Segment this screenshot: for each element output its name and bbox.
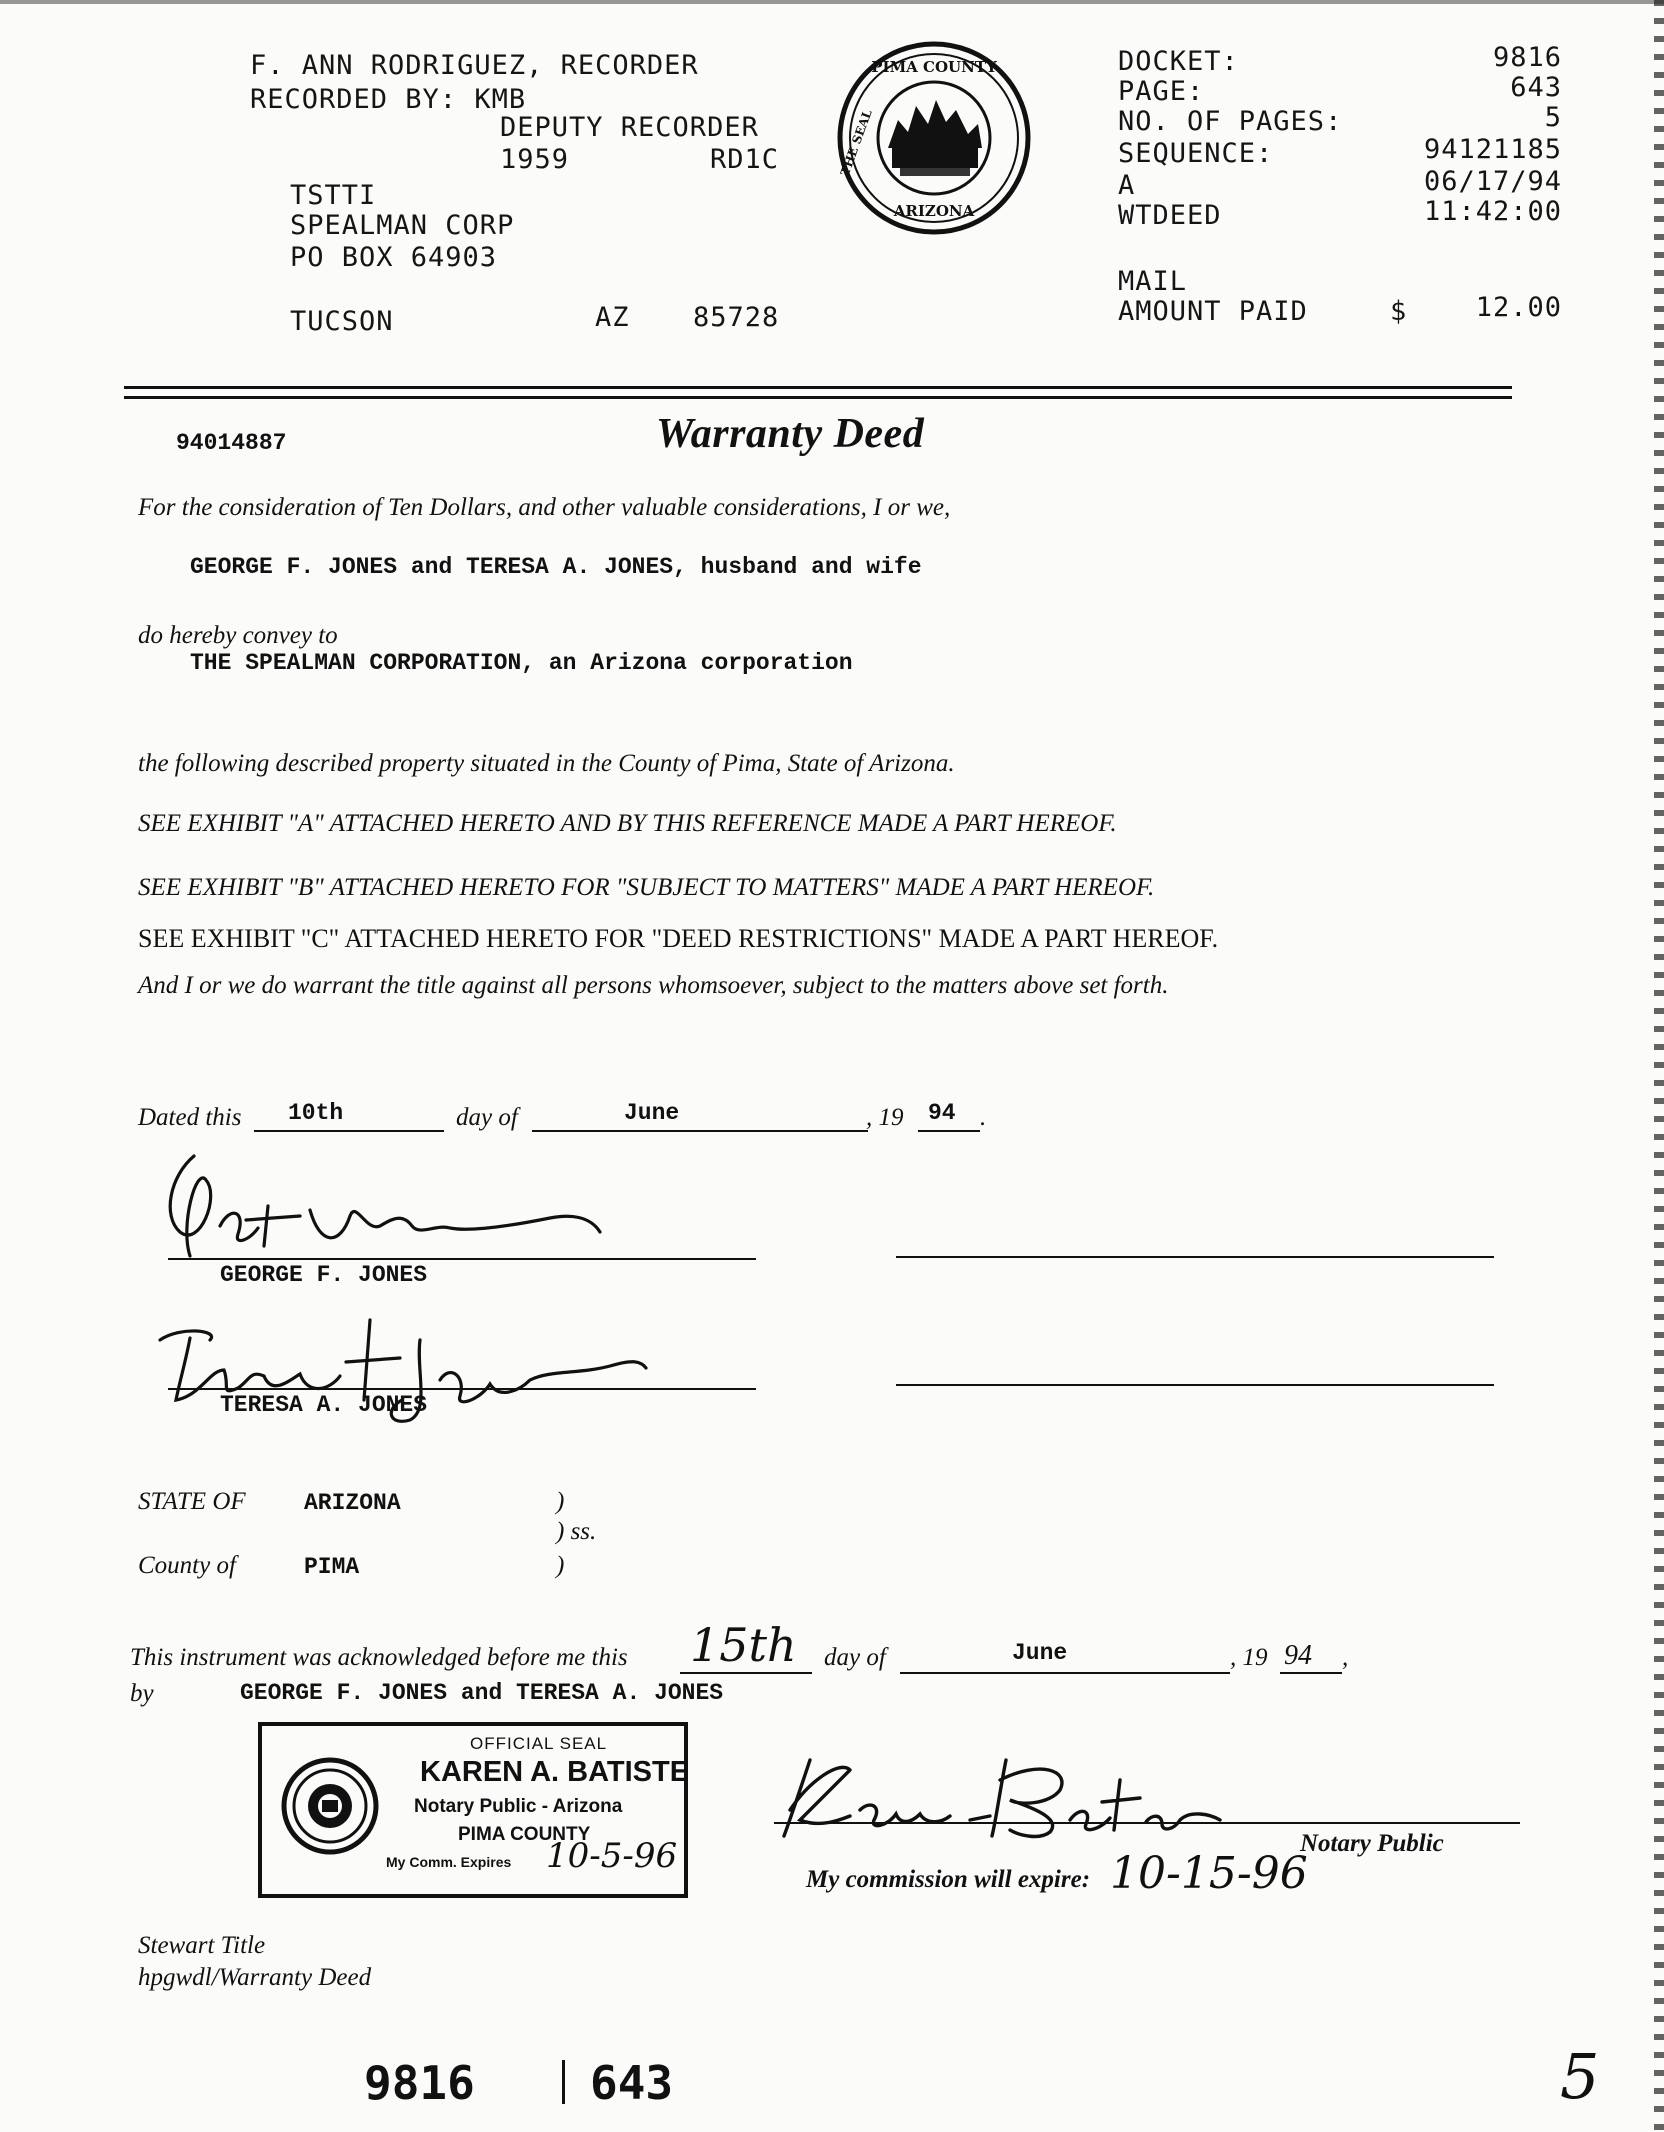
signer-name-1: GEORGE F. JONES bbox=[220, 1262, 428, 1288]
notary-label: Notary Public bbox=[1300, 1830, 1444, 1857]
exhibit-b: SEE EXHIBIT "B" ATTACHED HERETO FOR "SUBJECT TO MATTERS" MADE A PART HEREOF. bbox=[138, 874, 1155, 901]
sequence-label: SEQUENCE: bbox=[1118, 138, 1274, 169]
ack-year: 94 bbox=[1284, 1640, 1312, 1671]
address-state: AZ bbox=[595, 302, 630, 333]
stamp-expires-date: 10-5-96 bbox=[546, 1836, 678, 1876]
footer-separator bbox=[562, 2060, 565, 2104]
signature-line-2 bbox=[896, 1256, 1494, 1258]
grantee: THE SPEALMAN CORPORATION, an Arizona corporation bbox=[190, 650, 853, 676]
dated-month: June bbox=[624, 1100, 680, 1126]
stamp-county: PIMA COUNTY bbox=[458, 1824, 591, 1845]
pima-county-seal bbox=[836, 40, 1032, 236]
stamp-notary-name: KAREN A. BATISTE bbox=[420, 1756, 690, 1788]
amount-currency: $ bbox=[1390, 296, 1408, 327]
recorder-name: F. ANN RODRIGUEZ, RECORDER bbox=[250, 50, 699, 81]
dated-end: . bbox=[980, 1104, 987, 1131]
footer-docket: 9816 bbox=[364, 2056, 475, 2110]
docket-label: DOCKET: bbox=[1118, 46, 1239, 77]
amount-label: AMOUNT PAID bbox=[1118, 296, 1308, 327]
footer-company: Stewart Title bbox=[138, 1932, 266, 1959]
footer-page: 643 bbox=[590, 2056, 674, 2110]
header-rule-bottom bbox=[124, 396, 1512, 399]
amount-value: 12.00 bbox=[1475, 292, 1562, 323]
svg-text:PIMA COUNTY: PIMA COUNTY bbox=[871, 58, 997, 76]
scan-edge-top bbox=[0, 0, 1664, 4]
a-label: A bbox=[1118, 170, 1136, 201]
venue-paren-2: ) bbox=[556, 1552, 565, 1579]
dated-day-line bbox=[254, 1130, 444, 1132]
svg-text:THE SEAL: THE SEAL bbox=[837, 107, 875, 178]
dated-year: 94 bbox=[928, 1100, 956, 1126]
dated-year-prefix: , 19 bbox=[866, 1104, 904, 1131]
grantors: GEORGE F. JONES and TERESA A. JONES, husband and wife bbox=[190, 554, 922, 580]
ack-year-line bbox=[1280, 1672, 1342, 1674]
exhibit-c: SEE EXHIBIT "C" ATTACHED HERETO FOR "DEED RESTRICTIONS" MADE A PART HEREOF. bbox=[138, 924, 1219, 953]
sequence-value: 94121185 bbox=[1423, 134, 1562, 165]
address-line2: SPEALMAN CORP bbox=[290, 210, 515, 241]
address-zip: 85728 bbox=[693, 302, 780, 333]
deed-number: 94014887 bbox=[176, 430, 287, 456]
stamp-official-seal: OFFICIAL SEAL bbox=[470, 1734, 608, 1753]
notary-signature-line bbox=[774, 1822, 1520, 1824]
warrant-text: And I or we do warrant the title against all persons whomsoever, subject to the matters above set forth. bbox=[138, 972, 1169, 999]
recorded-by: RECORDED BY: KMB bbox=[250, 84, 527, 115]
ack-end: , bbox=[1342, 1644, 1349, 1671]
ack-month-line bbox=[900, 1672, 1230, 1674]
notary-stamp bbox=[258, 1722, 688, 1898]
venue-state-label: STATE OF bbox=[138, 1488, 246, 1515]
stamp-notary-title: Notary Public - Arizona bbox=[414, 1796, 623, 1817]
commission-label: My commission will expire: bbox=[806, 1866, 1091, 1893]
commission-date: 10-15-96 bbox=[1110, 1848, 1308, 1899]
deputy-recorder: DEPUTY RECORDER bbox=[500, 112, 759, 143]
address-line1: TSTTI bbox=[290, 180, 377, 211]
page-value: 643 bbox=[1510, 72, 1562, 103]
footer-file: hpgwdl/Warranty Deed bbox=[138, 1964, 372, 1991]
property-text: the following described property situated in the County of Pima, State of Arizona. bbox=[138, 750, 955, 777]
page-mark: 5 bbox=[1560, 2040, 1600, 2113]
docket-value: 9816 bbox=[1492, 42, 1562, 73]
venue-state-value: ARIZONA bbox=[304, 1490, 401, 1516]
wtdeed-label: WTDEED bbox=[1118, 200, 1222, 231]
wtdeed-value: 11:42:00 bbox=[1423, 196, 1562, 227]
ack-prefix: This instrument was acknowledged before me this bbox=[130, 1644, 628, 1671]
scan-edge-right bbox=[1654, 0, 1664, 2132]
dated-day: 10th bbox=[288, 1100, 344, 1126]
signature-line-1 bbox=[168, 1258, 756, 1260]
pages-label: NO. OF PAGES: bbox=[1118, 106, 1343, 137]
venue-paren-1: ) bbox=[556, 1488, 565, 1515]
address-city: TUCSON bbox=[290, 306, 394, 337]
venue-county-value: PIMA bbox=[304, 1554, 360, 1580]
header-rule-top bbox=[124, 386, 1512, 389]
address-line3: PO BOX 64903 bbox=[290, 242, 498, 273]
ack-year-prefix: , 19 bbox=[1230, 1644, 1268, 1671]
ack-by-value: GEORGE F. JONES and TERESA A. JONES bbox=[240, 1680, 724, 1706]
svg-text:ARIZONA: ARIZONA bbox=[893, 202, 975, 220]
ack-day-line bbox=[680, 1672, 812, 1674]
exhibit-a: SEE EXHIBIT "A" ATTACHED HERETO AND BY THIS REFERENCE MADE A PART HEREOF. bbox=[138, 810, 1117, 837]
page-title: Warranty Deed bbox=[656, 411, 925, 457]
consideration-text: For the consideration of Ten Dollars, and other valuable considerations, I or we, bbox=[138, 494, 951, 521]
recorder-code-right: RD1C bbox=[710, 144, 780, 175]
ack-day: 15th bbox=[690, 1618, 797, 1672]
notary-seal-icon bbox=[280, 1756, 380, 1856]
signature-line-3 bbox=[168, 1388, 756, 1390]
signature-line-4 bbox=[896, 1384, 1494, 1386]
venue-ss: ) ss. bbox=[556, 1518, 597, 1545]
dated-prefix: Dated this bbox=[138, 1104, 242, 1131]
ack-day-of: day of bbox=[824, 1644, 886, 1671]
notary-signature bbox=[770, 1740, 1230, 1850]
signer-name-2: TERESA A. JONES bbox=[220, 1392, 428, 1418]
pages-value: 5 bbox=[1544, 102, 1562, 133]
dated-day-of: day of bbox=[456, 1104, 518, 1131]
ack-month: June bbox=[1012, 1640, 1068, 1666]
dated-year-line bbox=[918, 1130, 980, 1132]
dated-month-line bbox=[532, 1130, 868, 1132]
venue-county-label: County of bbox=[138, 1552, 236, 1579]
recorder-code-left: 1959 bbox=[500, 144, 570, 175]
page-label: PAGE: bbox=[1118, 76, 1205, 107]
ack-by-label: by bbox=[130, 1680, 154, 1707]
stamp-expires-label: My Comm. Expires bbox=[386, 1854, 512, 1870]
convey-text: do hereby convey to bbox=[138, 622, 338, 649]
a-value: 06/17/94 bbox=[1423, 166, 1562, 197]
mail-label: MAIL bbox=[1118, 266, 1188, 297]
